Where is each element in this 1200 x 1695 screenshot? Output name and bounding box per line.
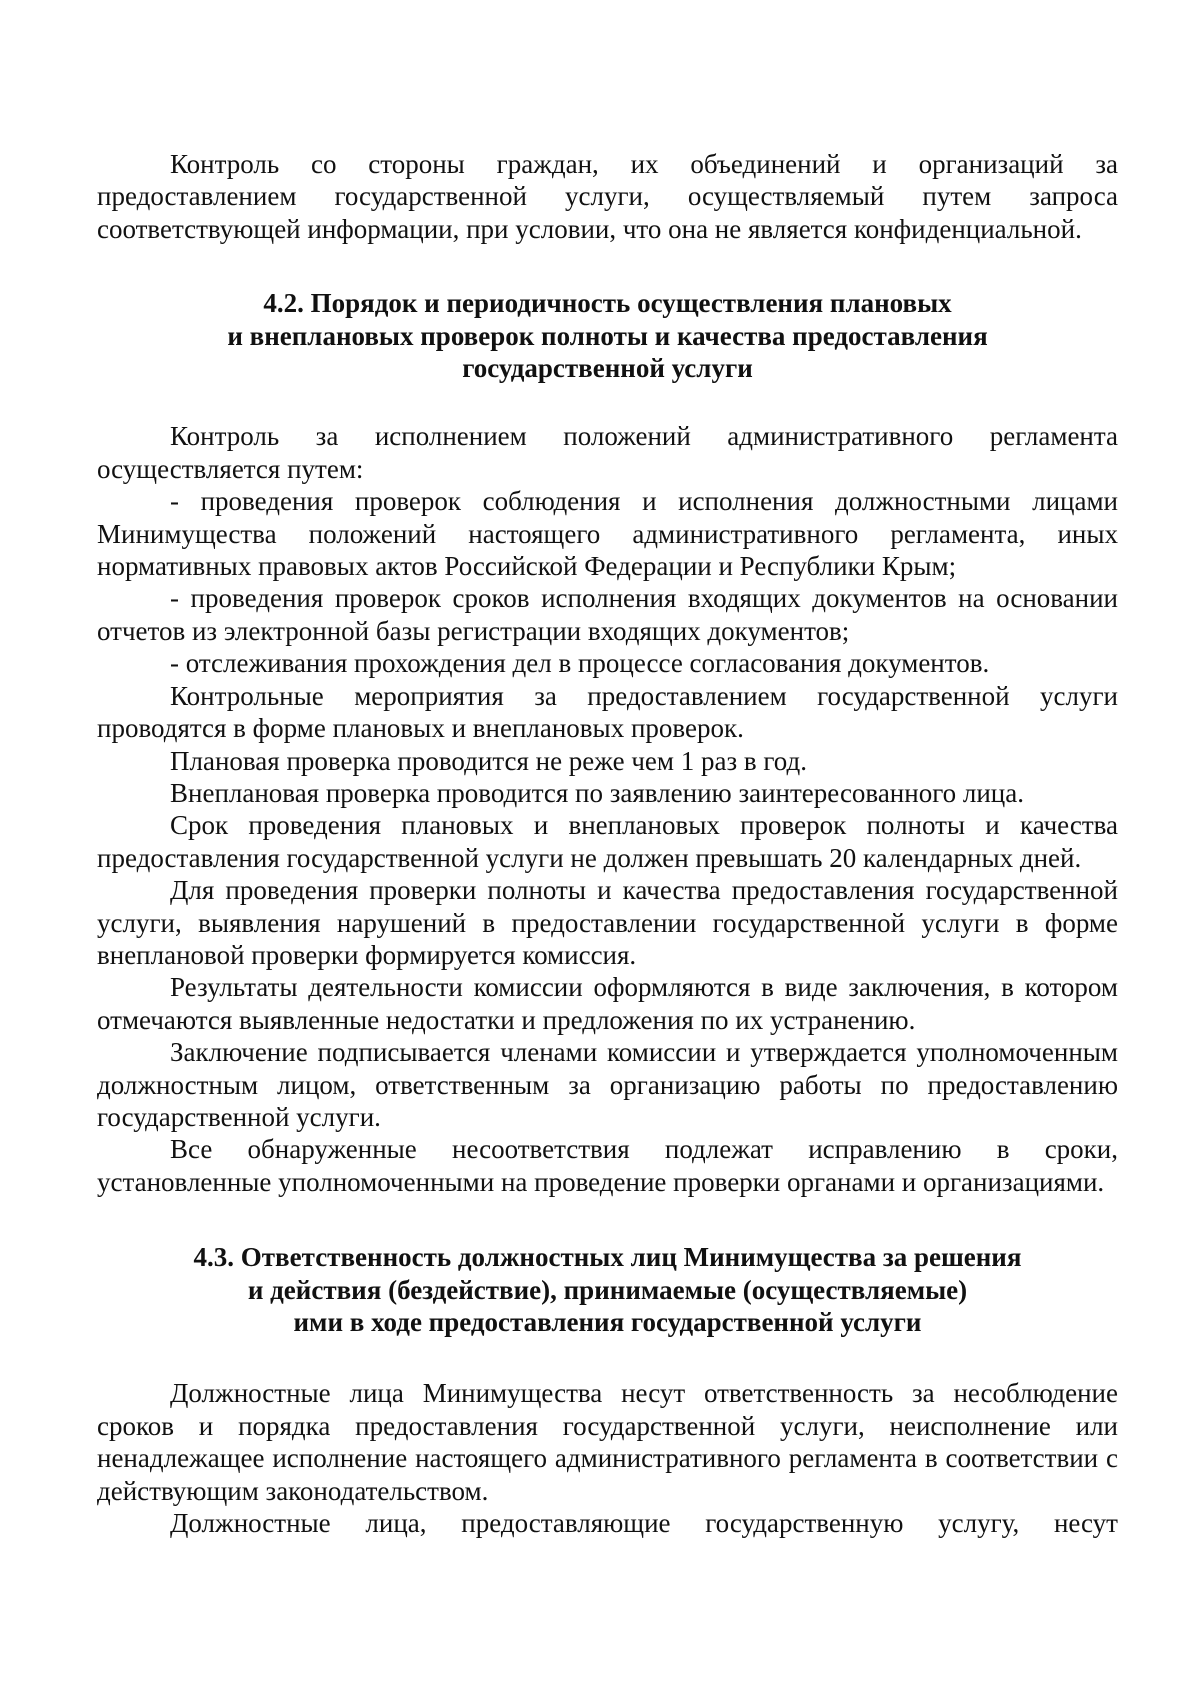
spacer <box>97 1198 1118 1241</box>
section-4-3-heading-line: и действия (бездействие), принимаемые (осуществляемые) <box>247 1274 968 1305</box>
section-4-3-heading-line: 4.3. Ответственность должностных лиц Минимущества за решения <box>193 1242 1022 1273</box>
section-4-2-paragraph: Плановая проверка проводится не реже чем 1 раз в год. <box>170 745 807 776</box>
section-4-2-heading-line: 4.2. Порядок и периодичность осуществления плановых <box>263 288 952 319</box>
section-4-2-list-item: - проведения проверок соблюдения и исполнения должностными лицами Минимущества положений настоящего административного регламента, иных нормативных правовых актов Российской Федерации и Республики Крым; <box>97 486 1118 582</box>
section-4-3-heading <box>97 1241 1118 1338</box>
spacer <box>97 1338 1118 1377</box>
intro-paragraph: Контроль со стороны граждан, их объединений и организаций за предоставлением государственной услуги, осуществляемый путем запроса соответствующей информации, при условии, что она не является конфиденциальной. <box>97 149 1118 244</box>
section-4-2-paragraph: Для проведения проверки полноты и качества предоставления государственной услуги, выявления нарушений в предоставлении государственной услуги в форме внеплановой проверки формируется комиссия. <box>97 875 1118 970</box>
section-4-2-list-item: - проведения проверок сроков исполнения входящих документов на основании отчетов из электронной базы регистрации входящих документов; <box>97 583 1118 646</box>
section-4-2-paragraph: Срок проведения плановых и внеплановых проверок полноты и качества предоставления государственной услуги не должен превышать 20 календарных дней. <box>97 810 1118 873</box>
spacer <box>97 384 1118 420</box>
section-4-2-heading <box>97 287 1118 384</box>
section-4-2-paragraph: Контрольные мероприятия за предоставлением государственной услуги проводятся в форме плановых и внеплановых проверок. <box>97 680 1118 744</box>
document-body <box>97 148 1118 1539</box>
section-4-3-paragraph: Должностные лица Минимущества несут ответственность за несоблюдение сроков и порядка предоставления государственной услуги, неисполнение или ненадлежащее исполнение настоящего административного регламента в соответствии с действующим законодательством. <box>97 1378 1118 1506</box>
section-4-2-paragraph: Контроль за исполнением положений административного регламента осуществляется путем: <box>97 421 1118 484</box>
section-4-3-paragraph: Должностные лица, предоставляющие государственную услугу, несут <box>170 1508 1118 1539</box>
section-4-2-paragraph: Внеплановая проверка проводится по заявлению заинтересованного лица. <box>170 777 1024 808</box>
section-4-2-heading-line: и внеплановых проверок полноты и качества предоставления <box>227 320 988 351</box>
section-4-2-list-item: - отслеживания прохождения дел в процессе согласования документов. <box>170 648 990 679</box>
section-4-3-heading-line: ими в ходе предоставления государственной услуги <box>293 1307 922 1337</box>
section-4-2-paragraph: Заключение подписывается членами комиссии и утверждается уполномоченным должностным лицом, ответственным за организацию работы по предоставлению государственной услуги. <box>97 1037 1118 1132</box>
spacer <box>97 245 1118 287</box>
section-4-2-heading-line: государственной услуги <box>462 353 753 384</box>
section-4-2-paragraph: Все обнаруженные несоответствия подлежат исправлению в сроки, установленные уполномоченными на проведение проверки органами и организациями. <box>97 1134 1118 1197</box>
section-4-2-paragraph: Результаты деятельности комиссии оформляются в виде заключения, в котором отмечаются выявленные недостатки и предложения по их устранению. <box>97 972 1118 1035</box>
